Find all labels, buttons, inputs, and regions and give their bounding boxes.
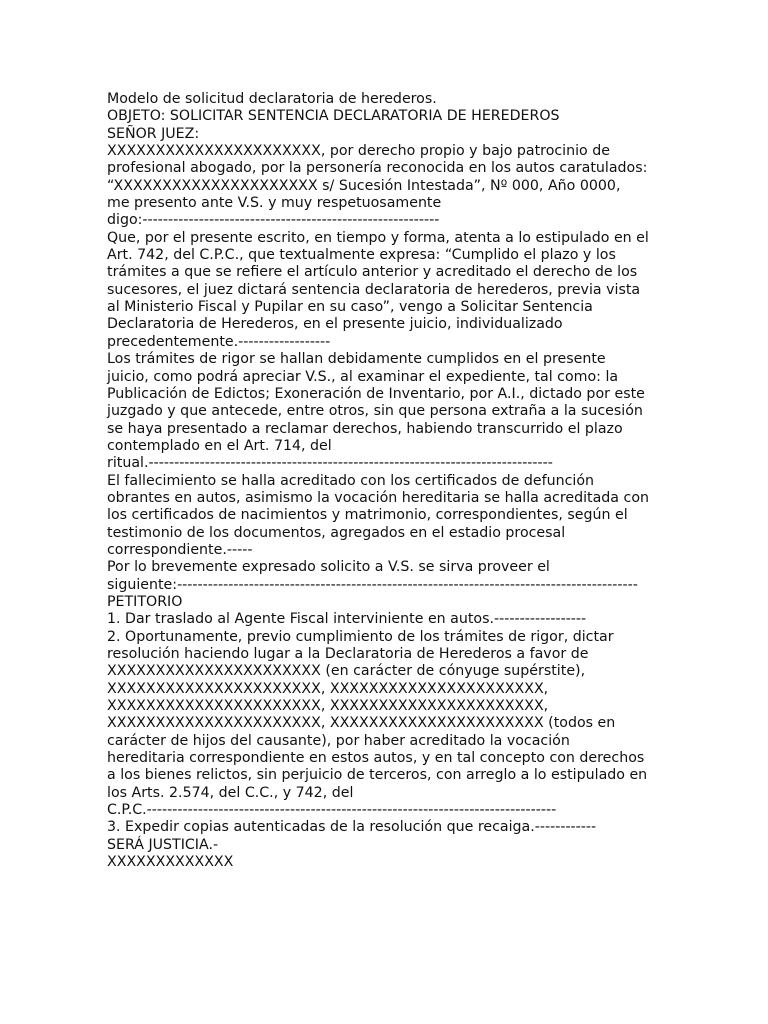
petitorio-heading: PETITORIO: [107, 593, 183, 610]
document-body: [107, 91, 667, 871]
text-line: Declaratoria de Herederos, en el presente juicio, individualizado: [107, 316, 563, 333]
text-line: juicio, como podrá apreciar V.S., al examinar el expediente, tal como: la: [107, 368, 619, 385]
text-line: XXXXXXXXXXXXXXXXXXXXXX, por derecho propio y bajo patrocinio de: [107, 143, 610, 160]
text-line: El fallecimiento se halla acreditado con los certificados de defunción: [107, 472, 595, 489]
text-line: Por lo brevemente expresado solicito a V.S. se sirva proveer el: [107, 559, 550, 576]
text-line: testimonio de los documentos, agregados en el estadio procesal: [107, 524, 566, 541]
text-line: “XXXXXXXXXXXXXXXXXXXXX s/ Sucesión Intestada”, Nº 000, Año 0000,: [107, 177, 621, 194]
text-line: precedentemente.------------------: [107, 333, 331, 350]
salutation: SEÑOR JUEZ:: [107, 125, 200, 142]
text-line: a los bienes relictos, sin perjuicio de terceros, con arreglo a lo estipulado en: [107, 767, 648, 784]
text-line: Art. 742, del C.P.C., que textualmente expresa: “Cumplido el plazo y los: [107, 247, 616, 264]
text-line: los certificados de nacimientos y matrimonio, correspondientes, según el: [107, 507, 628, 524]
text-line: hereditaria correspondiente en estos autos, y en tal concepto con derechos: [107, 750, 645, 767]
text-line: resolución haciendo lugar a la Declaratoria de Herederos a favor de: [107, 646, 589, 662]
text-line: los Arts. 2.574, del C.C., y 742, del: [107, 784, 354, 801]
document-object: OBJETO: SOLICITAR SENTENCIA DECLARATORIA DE HEREDEROS: [107, 108, 560, 125]
text-line: siguiente:------------------------------------------------------------------------------------------: [107, 576, 638, 593]
petitorio-item-3: 3. Expedir copias autenticadas de la resolución que recaiga.------------: [107, 819, 597, 836]
text-line: XXXXXXXXXXXXXXXXXXXXXX, XXXXXXXXXXXXXXXXXXXXXX,: [107, 698, 549, 715]
text-line: profesional abogado, por la personería reconocida en los autos caratulados:: [107, 160, 648, 177]
text-line: Que, por el presente escrito, en tiempo y forma, atenta a lo estipulado en el: [107, 229, 649, 246]
text-line: ritual.-------------------------------------------------------------------------------: [107, 455, 553, 472]
text-line: obrantes en autos, asimismo la vocación hereditaria se halla acreditada con: [107, 489, 649, 506]
text-line: contemplado en el Art. 714, del: [107, 437, 332, 454]
closing-formula: SERÁ JUSTICIA.-: [107, 836, 219, 853]
text-line: XXXXXXXXXXXXXXXXXXXXXX, XXXXXXXXXXXXXXXXXXXXXX (todos en: [107, 715, 616, 732]
text-line: trámites a que se refiere el artículo anterior y acreditado el derecho de los: [107, 264, 638, 281]
text-line: XXXXXXXXXXXXXXXXXXXXXX (en carácter de cónyuge supérstite),: [107, 663, 586, 680]
petitorio-item-1: 1. Dar traslado al Agente Fiscal interviniente en autos.------------------: [107, 611, 587, 628]
text-line: Los trámites de rigor se hallan debidamente cumplidos en el presente: [107, 351, 606, 368]
text-line: me presento ante V.S. y muy respetuosamente: [107, 195, 442, 212]
text-line: se haya presentado a reclamar derechos, habiendo transcurrido el plazo: [107, 420, 623, 437]
document-title: Modelo de solicitud declaratoria de herederos.: [107, 91, 437, 107]
signature-placeholder: XXXXXXXXXXXXX: [107, 854, 234, 871]
text-line: carácter de hijos del causante), por haber acreditado la vocación: [107, 732, 570, 749]
text-line: sucesores, el juez dictará sentencia declaratoria de herederos, previa vista: [107, 281, 641, 298]
text-line: C.P.C.--------------------------------------------------------------------------------: [107, 802, 557, 819]
petitorio-item-2: 2. Oportunamente, previo cumplimiento de los trámites de rigor, dictar: [107, 628, 614, 645]
text-line: juzgado y que antecede, entre otros, sin que persona extraña a la sucesión: [107, 403, 643, 420]
text-line: Publicación de Edictos; Exoneración de Inventario, por A.I., dictado por este: [107, 385, 645, 402]
text-line: al Ministerio Fiscal y Pupilar en su caso”, vengo a Solicitar Sentencia: [107, 299, 593, 316]
text-line: digo:----------------------------------------------------------: [107, 212, 440, 229]
text-line: XXXXXXXXXXXXXXXXXXXXXX, XXXXXXXXXXXXXXXXXXXXXX,: [107, 680, 549, 697]
text-line: correspondiente.-----: [107, 541, 253, 558]
